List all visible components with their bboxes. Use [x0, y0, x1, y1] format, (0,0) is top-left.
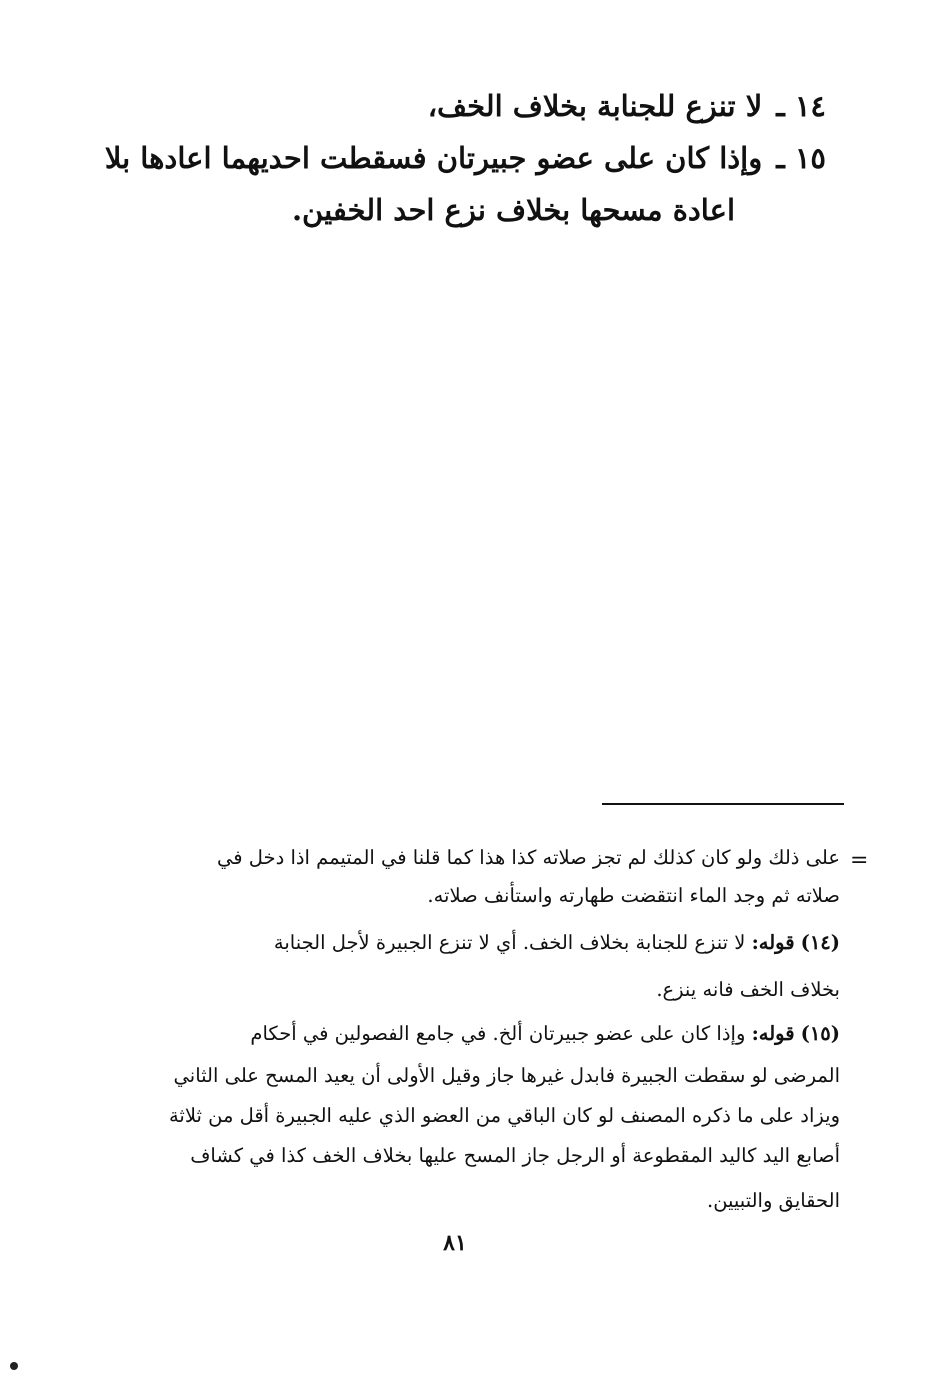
item-number-14: ١٤ ـ [776, 89, 826, 123]
footnote-label-14: قوله: [751, 931, 795, 954]
footnote-text-15-line-2: المرضى لو سقطت الجبيرة فابدل غيرها جاز وقيل الأولى أن يعيد المسح على الثاني [173, 1064, 840, 1087]
main-item-15-line-2 [292, 188, 735, 232]
footnote-15-line-2 [95, 1058, 840, 1094]
continuation-mark: = [850, 848, 869, 873]
footnote-continuation-line-1 [95, 840, 840, 876]
footnote-text: على ذلك ولو كان كذلك لم تجز صلاته كذا هذا كما قلنا في المتيمم اذا دخل في [216, 846, 840, 869]
footnote-continuation-line-2 [427, 878, 840, 914]
item-number-15: ١٥ ـ [776, 141, 826, 175]
footnote-text-15-line-3: ويزاد على ما ذكره المصنف لو كان الباقي من العضو الذي عليه الجبيرة أقل من ثلاثة [168, 1104, 840, 1127]
scan-mark [10, 1362, 18, 1370]
footnote-text-15-line-5: الحقايق والتبيين. [707, 1189, 840, 1212]
footnote-marker-14: (١٤) [800, 931, 840, 954]
footnote-15-line-1 [102, 1016, 840, 1052]
footnote-text-14-line-1: لا تنزع للجنابة بخلاف الخف. أي لا تنزع الجبيرة لأجل الجنابة [273, 931, 746, 954]
item-text-15-line-2: اعادة مسحها بخلاف نزع احد الخفين. [291, 193, 735, 227]
footnote-text-14-line-2: بخلاف الخف فانه ينزع. [656, 978, 840, 1001]
main-item-14 [428, 84, 826, 128]
footnote-text-15-line-1: وإذا كان على عضو جبيرتان ألخ. في جامع الفصولين في أحكام [250, 1022, 746, 1045]
footnote-14-line-1 [102, 925, 840, 961]
footnote-15-line-3 [95, 1098, 840, 1134]
footnote-marker-15: (١٥) [800, 1022, 840, 1045]
item-text-15-line-1: وإذا كان على عضو جبيرتان فسقطت احديهما اعادها بلا [104, 141, 763, 175]
footnote-text: صلاته ثم وجد الماء انتقضت طهارته واستأنف صلاته. [427, 884, 840, 907]
footnote-15-line-4 [95, 1138, 840, 1174]
item-text-14: لا تنزع للجنابة بخلاف الخف، [427, 89, 763, 123]
footnote-label-15: قوله: [751, 1022, 795, 1045]
page-number: ٨١ [443, 1230, 467, 1256]
footnote-text-15-line-4: أصابع اليد كاليد المقطوعة أو الرجل جاز المسح عليها بخلاف الخف كذا في كشاف [190, 1144, 840, 1167]
footnote-14-line-2 [656, 972, 840, 1008]
main-item-15-line-1 [105, 136, 826, 180]
footnote-15-line-5 [707, 1183, 840, 1219]
footnote-separator [602, 803, 844, 805]
